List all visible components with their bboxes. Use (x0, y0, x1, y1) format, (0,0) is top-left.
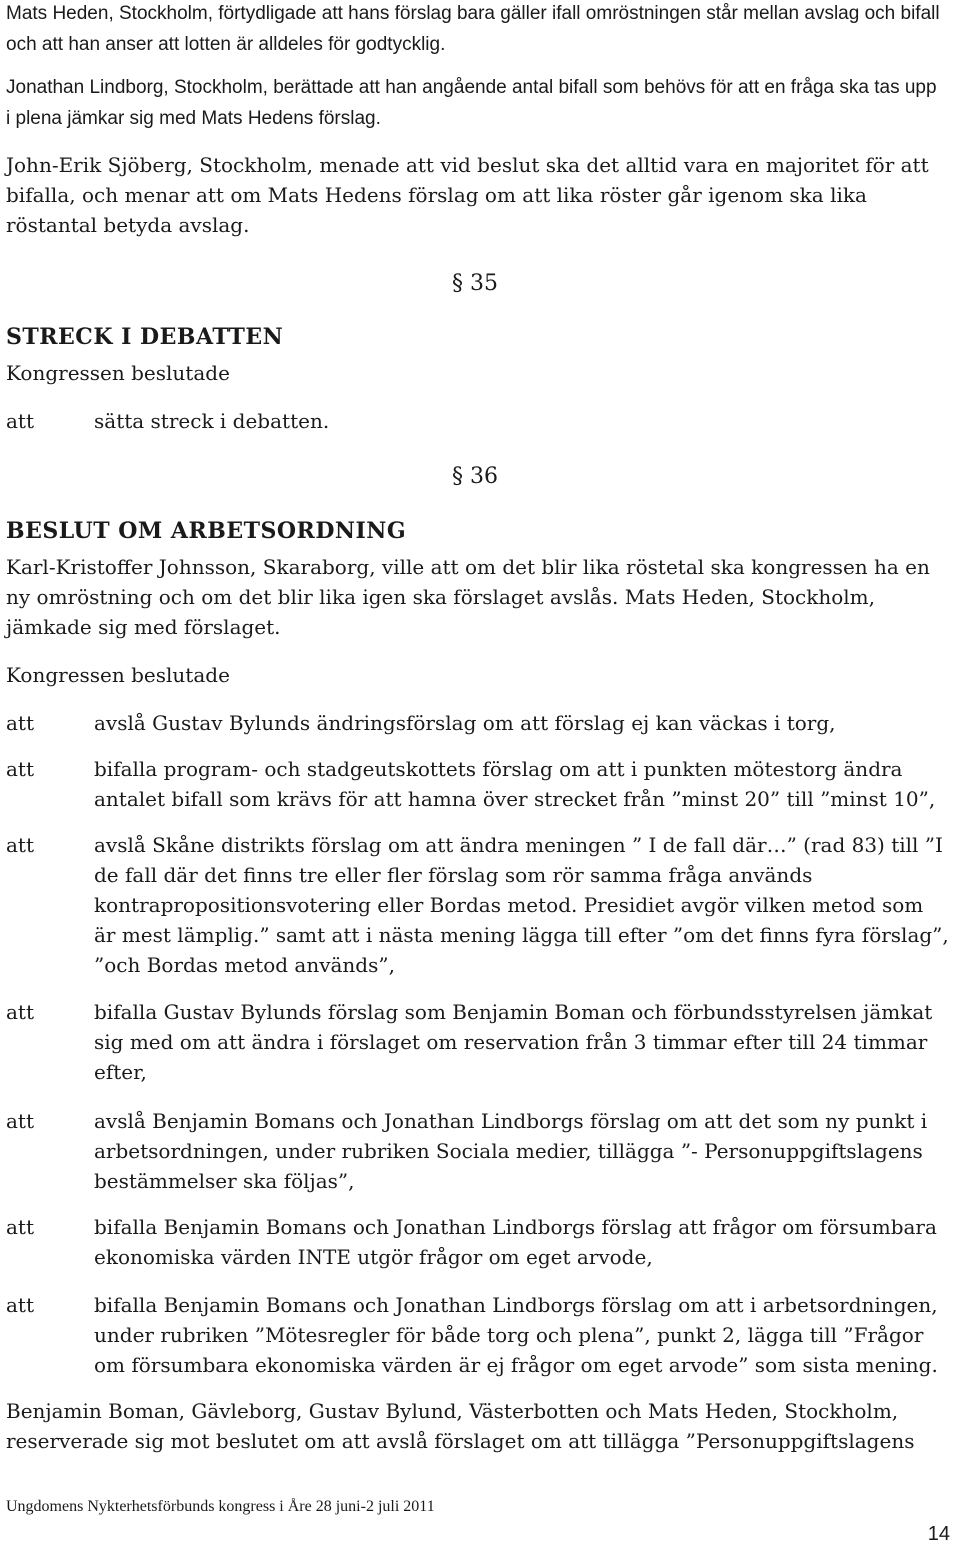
footer-text: Ungdomens Nykterhetsförbunds kongress i Åre 28 juni-2 juli 2011 (6, 1498, 435, 1515)
att-label: att (6, 1293, 34, 1317)
paragraph-mats-heden: Mats Heden, Stockholm, förtydligade att hans förslag bara gäller ifall omröstningen står mellan avslag och bifall och att han anser att lotten är alldeles för godtycklig. (6, 3, 940, 55)
att-label: att (6, 757, 34, 781)
decision-label: Kongressen beslutade (6, 361, 230, 385)
section-mark-35: § 35 (452, 271, 498, 296)
section-mark-36: § 36 (452, 464, 498, 489)
decision-text: bifalla Benjamin Bomans och Jonathan Lindborgs förslag om att i arbetsordningen, under rubriken ”Mötesregler för både torg och plena”, punkt 2, lägga till ”Frågor om försumbara ekonomiska värden är ej frågor om eget arvode” som sista mening. (94, 1293, 938, 1377)
decision-item (6, 1290, 950, 1380)
decision-item (6, 1212, 950, 1272)
decision-text: bifalla program- och stadgeutskottets förslag om att i punkten mötestorg ändra antalet bifall som krävs för att hamna över strecket från ”minst 20” till ”minst 10”, (94, 757, 936, 811)
paragraph-reservation: Benjamin Boman, Gävleborg, Gustav Bylund, Västerbotten och Mats Heden, Stockholm, reserverade sig mot beslutet om att avslå förslaget om att tillägga ”Personuppgiftslagens (6, 1399, 915, 1453)
decision-item (6, 708, 950, 738)
paragraph-john-erik-sjoberg: John-Erik Sjöberg, Stockholm, menade att vid beslut ska det alltid vara en majoritet för att bifalla, och menar att om Mats Hedens förslag om att lika röster går igenom ska lika röstantal betyda avslag. (6, 153, 929, 237)
paragraph-jonathan-lindborg: Jonathan Lindborg, Stockholm, berättade att han angående antal bifall som behövs för att en fråga ska tas upp i plena jämkar sig med Mats Hedens förslag. (6, 77, 937, 129)
att-label: att (6, 833, 34, 857)
section-heading-streck: STRECK I DEBATTEN (6, 324, 284, 350)
decision-item (6, 406, 950, 436)
decision-label: Kongressen beslutade (6, 663, 230, 687)
decision-item (6, 754, 950, 814)
att-label: att (6, 1000, 34, 1024)
att-label: att (6, 409, 34, 433)
decision-text: avslå Benjamin Bomans och Jonathan Lindborgs förslag om att det som ny punkt i arbetsordningen, under rubriken Sociala medier, tillägga ”- Personuppgiftslagens bestämmelser ska följas”, (94, 1109, 928, 1193)
decision-item (6, 830, 950, 980)
decision-text: avslå Skåne distrikts förslag om att ändra meningen ” I de fall där…” (rad 83) till ”I de fall där det finns tre eller fler förslag som rör samma fråga används kontrapropositionsvotering eller Bordas metod. Presidiet avgör vilken metod som är mest lämplig.” samt att i nästa mening lägga till efter ”om det finns fyra förslag”, ”och Bordas metod används”, (94, 833, 949, 977)
decision-text: avslå Gustav Bylunds ändringsförslag om att förslag ej kan väckas i torg, (94, 711, 836, 735)
decision-item (6, 997, 950, 1087)
att-label: att (6, 711, 34, 735)
decision-item (6, 1106, 950, 1196)
page-number: 14 (927, 1523, 950, 1545)
decision-text: bifalla Gustav Bylunds förslag som Benjamin Boman och förbundsstyrelsen jämkat sig med om att ändra i förslaget om reservation från 3 timmar efter till 24 timmar efter, (94, 1000, 933, 1084)
decision-text: bifalla Benjamin Bomans och Jonathan Lindborgs förslag att frågor om försumbara ekonomiska värden INTE utgör frågor om eget arvode, (94, 1215, 937, 1269)
decision-text: sätta streck i debatten. (94, 409, 330, 433)
att-label: att (6, 1109, 34, 1133)
att-label: att (6, 1215, 34, 1239)
paragraph-karl-kristoffer: Karl-Kristoffer Johnsson, Skaraborg, ville att om det blir lika röstetal ska kongressen ha en ny omröstning och om det blir lika igen ska förslaget avslås. Mats Heden, Stockholm, jämkade sig med förslaget. (6, 555, 930, 639)
section-heading-arbetsordning: BESLUT OM ARBETSORDNING (6, 518, 407, 544)
